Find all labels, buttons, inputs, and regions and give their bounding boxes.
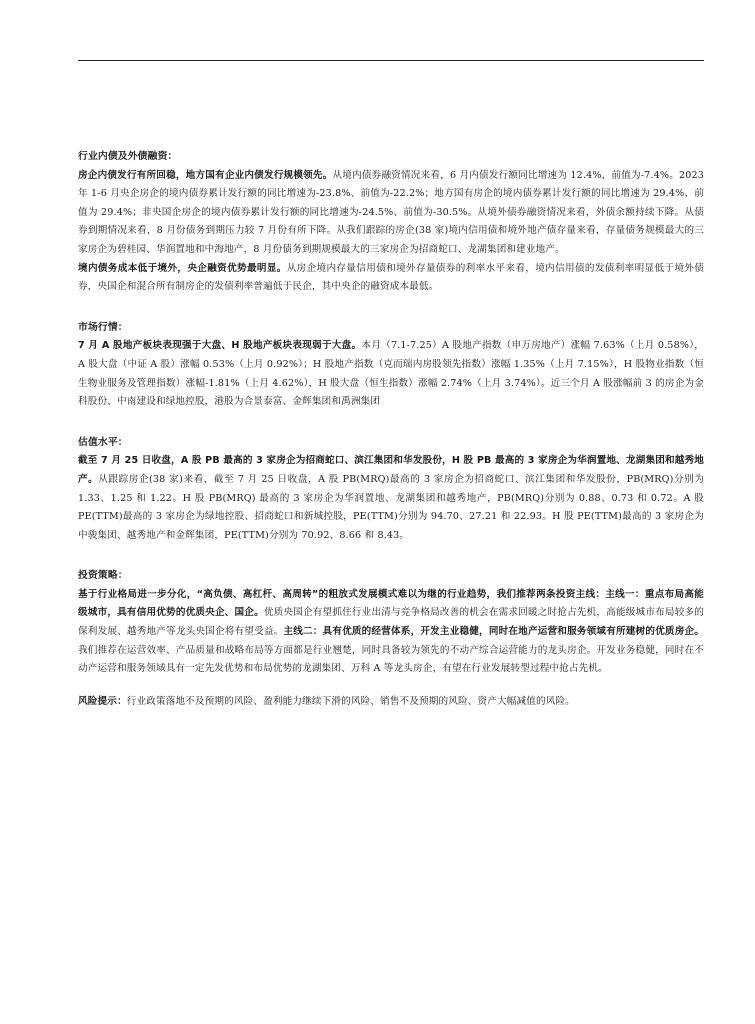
- report-body: [78, 148, 704, 733]
- paragraph-text: 从房企境内存量信用债和境外存量债券的利率水平来看，境内信用债的发债利率明显低于境外债券，央国企和混合所有制房企的发债利率普遍低于民企，其中央企的融资成本最低。: [78, 262, 704, 293]
- paragraph: [78, 260, 704, 297]
- key-finding: 房企内债发行有所回稳，地方国有企业内债发行规模领先。: [78, 169, 333, 181]
- paragraph: [78, 337, 704, 411]
- paragraph-text: 本月（7.1-7.25）A 股地产指数（申万房地产）涨幅 7.63%（上月 0.58%），A 股大盘（中证 A 股）涨幅 0.53%（上月 0.92%）；H 股地产指数（克而瑞内房股领先指数）涨幅 1.35%（上月 7.15%），H 股物业指数（恒生物业服务及管理指数）涨幅-1.81%（上月 4.62%），H 股大盘（恒生指数）涨幅 2.74%（上月 3.74%）。近三个月 A 股涨幅前 3 的房企为金科股份、中南建设和绿地控股，港股为合景泰富、金辉集团和禹洲集团: [78, 340, 704, 408]
- paragraph: [78, 452, 704, 545]
- section-debt-financing: [78, 148, 704, 297]
- header-rule: [78, 60, 704, 61]
- key-finding: 7 月 A 股地产板块表现强于大盘、H 股地产板块表现弱于大盘。: [78, 340, 362, 352]
- section-heading: 行业内债及外债融资：: [78, 151, 178, 162]
- risk-label: 风险提示：: [78, 695, 127, 707]
- section-risk: [78, 693, 704, 712]
- key-finding: 主线二：具有优质的经营体系，开发主业稳健，同时在地产运营和服务领域有所建树的优质房企。: [283, 626, 704, 638]
- section-heading: 投资策略：: [78, 570, 128, 582]
- section-heading: 估值水平：: [78, 436, 128, 448]
- paragraph-text: 我们推荐在运营效率、产品质量和战略布局等方面都是行业翘楚，同时具备较为领先的不动产综合运营能力的龙头房企。开发业务稳健，同时在不动产运营和服务领域具有一定先发优势和布局优势的龙湖集团、万科 A 等龙头房企，有望在行业发展转型过程中抢占先机。: [78, 644, 704, 675]
- paragraph-text: 行业政策落地不及预期的风险、盈利能力继续下滑的风险、销售不及预期的风险、资产大幅减值的风险。: [126, 695, 575, 707]
- section-strategy: [78, 567, 704, 679]
- paragraph-text: 优质央国企有望抓住行业出清与竞争格局改善的机会在需求回暖之时抢占先机，高能级城市布局较多的保利发展、越秀地产等龙头央国企将有望受益。: [78, 607, 704, 638]
- paragraph: [78, 586, 704, 679]
- key-finding: 截至 7 月 25 日收盘，A 股 PB 最高的 3 家房企为招商蛇口、滨江集团和华发股份，H 股 PB 最高的 3 家房企为华润置地、龙湖集团和越秀地产。: [78, 455, 704, 485]
- section-valuation: [78, 434, 704, 546]
- paragraph-text: 从境内债券融资情况来看，6 月内债发行额同比增速为 12.4%，前值为-7.4%。2023 年 1-6 月央企房企的境内债券累计发行额的同比增速为-23.8%、前值为-22.2%；地方国有房企的境内债券累计发行额的同比增速为 29.4%、前值为 29.4%；非央国企房企的境内债券累计发行额的同比增速为-24.5%、前值为-30.5%。从境外债券融资情况来看，外债余额持续下降。从债券到期情况来看，8 月份债务到期压力较 7 月份有所下降。从我们跟踪的房企(38 家)境内信用债和境外地产债存量来看，存量债务规模最大的三家房企为碧桂园、华润置地和中海地产，8 月份债务到期规模最大的三家房企为招商蛇口、龙湖集团和建业地产。: [78, 169, 704, 255]
- paragraph: [78, 693, 704, 712]
- paragraph: [78, 167, 704, 260]
- paragraph-text: 从跟踪房企(38 家)来看，截至 7 月 25 日收盘，A 股 PB(MRQ)最高的 3 家房企为招商蛇口、滨江集团和华发股份，PB(MRQ)分别为 1.33、1.25 和 1.22。H 股 PB(MRQ) 最高的 3 家房企为华润置地、龙湖集团和越秀地产，PB(MRQ)分别为 0.88、0.73 和 0.72。A 股 PE(TTM)最高的 3 家房企为绿地控股、招商蛇口和新城控股，PE(TTM)分别为 94.70、27.21 和 22.93。H 股 PE(TTM)最高的 3 家房企为中骏集团、越秀地产和金辉集团，PE(TTM)分别为 70.92、8.66 和 8.43。: [78, 473, 704, 541]
- key-finding: 境内债务成本低于境外，央企融资优势最明显。: [78, 262, 287, 274]
- section-heading: 市场行情：: [78, 321, 128, 333]
- section-market: [78, 319, 704, 412]
- key-finding: 基于行业格局进一步分化，“高负债、高杠杆、高周转”的粗放式发展模式难以为继的行业趋势，我们推荐两条投资主线：主线一：重点布局高能级城市，具有信用优势的优质央企、国企。: [78, 588, 704, 619]
